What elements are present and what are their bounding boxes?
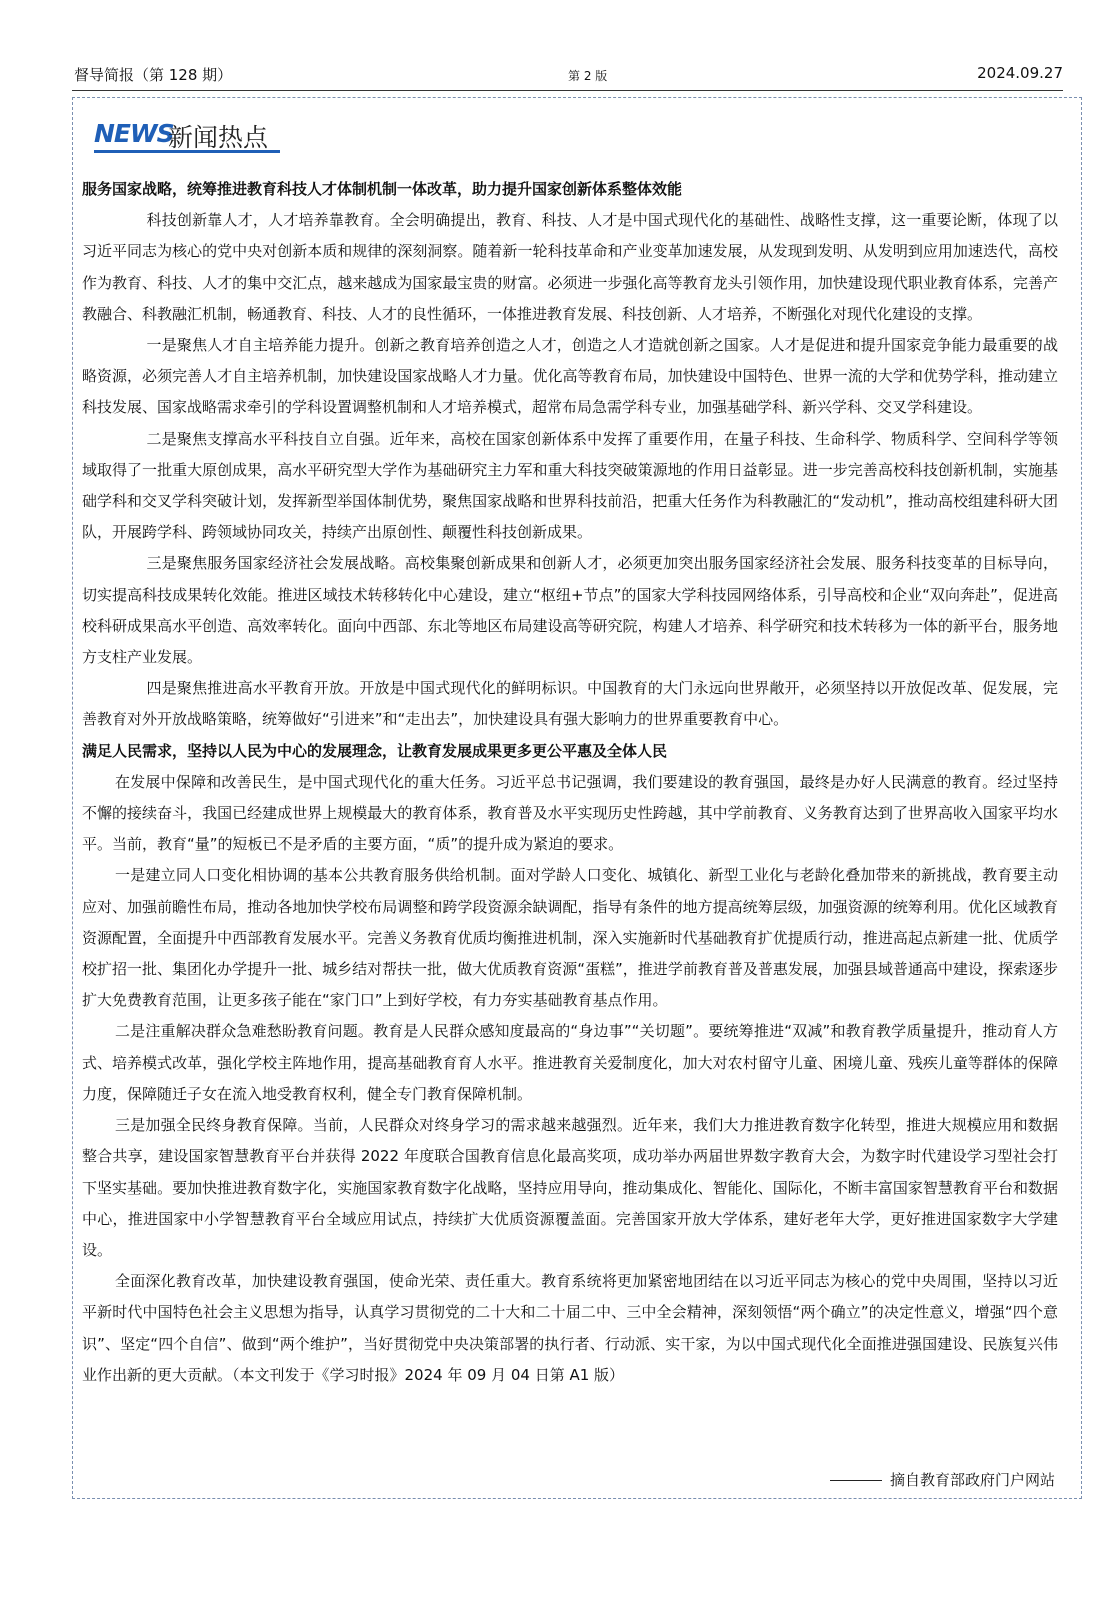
source-text: 摘自教育部政府门户网站 <box>889 1471 1055 1489</box>
section-heading: 满足人民需求，坚持以人民为中心的发展理念，让教育发展成果更多更公平惠及全体人民 <box>82 741 668 760</box>
section-title: 新闻热点 <box>168 123 269 152</box>
paragraph: 三是聚焦服务国家经济社会发展战略。高校集聚创新成果和创新人才，必须更加突出服务国家经济社会发展、服务科技变革的目标导向，切实提高科技成果转化效能。推进区域技术转移转化中心建设，建立“枢纽+节点”的国家大学科技园网络体系，引导高校和企业“双向奔赴”，促进高校科研成果高水平创造、高效率转化。面向中西部、东北等地区布局建设高等研究院，构建人才培养、科学研究和技术转移为一体的新平台，服务地方支柱产业发展。 <box>82 554 1058 667</box>
news-logo: NEWS <box>94 119 174 148</box>
bulletin-issue: 督导简报（第 128 期） <box>74 66 233 84</box>
paragraph: 二是聚焦支撑高水平科技自立自强。近年来，高校在国家创新体系中发挥了重要作用，在量子科技、生命科学、物质科学、空间科学等领域取得了一批重大原创成果，高水平研究型大学作为基础研究主力军和重大科技突破策源地的作用日益彰显。进一步完善高校科技创新机制，实施基础学科和交叉学科突破计划，发挥新型举国体制优势，聚焦国家战略和世界科技前沿，把重大任务作为科教融汇的“发动机”，推动高校组建科研大团队，开展跨学科、跨领域协同攻关，持续产出原创性、颠覆性科技创新成果。 <box>82 429 1058 542</box>
paragraph: 在发展中保障和改善民生，是中国式现代化的重大任务。习近平总书记强调，我们要建设的教育强国，最终是办好人民满意的教育。经过坚持不懈的接续奋斗，我国已经建成世界上规模最大的教育体系，教育普及水平实现历史性跨越，其中学前教育、义务教育达到了世界高收入国家平均水平。当前，教育“量”的短板已不是矛盾的主要方面，“质”的提升成为紧迫的要求。 <box>82 772 1058 854</box>
paragraph: 一是建立同人口变化相协调的基本公共教育服务供给机制。面对学龄人口变化、城镇化、新型工业化与老龄化叠加带来的新挑战，教育要主动应对、加强前瞻性布局，推动各地加快学校布局调整和跨学段资源余缺调配，指导有条件的地方提高统筹层级，加强资源的统筹利用。优化区域教育资源配置，全面提升中西部教育发展水平。完善义务教育优质均衡推进机制，深入实施新时代基础教育扩优提质行动，推进高起点新建一批、优质学校扩招一批、集团化办学提升一批、城乡结对帮扶一批，做大优质教育资源“蛋糕”，推进学前教育普及普惠发展，加强县域普通高中建设，探索逐步扩大免费教育范围，让更多孩子能在“家门口”上到好学校，有力夯实基础教育基点作用。 <box>82 866 1058 1010</box>
page-header <box>74 64 1063 88</box>
paragraph: 四是聚焦推进高水平教育开放。开放是中国式现代化的鲜明标识。中国教育的大门永远向世界敞开，必须坚持以开放促改革、促发展，完善教育对外开放战略策略，统筹做好“引进来”和“走出去”，加快建设具有强大影响力的世界重要教育中心。 <box>82 679 1058 729</box>
source-attribution <box>830 1469 1055 1490</box>
paragraph: 三是加强全民终身教育保障。当前，人民群众对终身学习的需求越来越强烈。近年来，我们大力推进教育数字化转型，推进大规模应用和数据整合共享，建设国家智慧教育平台并获得 2022 年度联合国教育信息化最高奖项，成功举办两届世界数字教育大会，为数字时代建设学习型社会打下坚实基础。要加快推进教育数字化，实施国家教育数字化战略，坚持应用导向，推动集成化、智能化、国际化，不断丰富国家智慧教育平台和数据中心，推进国家中小学智慧教育平台全域应用试点，持续扩大优质资源覆盖面。完善国家开放大学体系，建好老年大学，更好推进国家数字大学建设。 <box>82 1116 1058 1259</box>
paragraph: 全面深化教育改革，加快建设教育强国，使命光荣、责任重大。教育系统将更加紧密地团结在以习近平同志为核心的党中央周围，坚持以习近平新时代中国特色社会主义思想为指导，认真学习贯彻党的二十大和二十届二中、三中全会精神，深刻领悟“两个确立”的决定性意义，增强“四个意识”、坚定“四个自信”、做到“两个维护”，当好贯彻党中央决策部署的执行者、行动派、实干家，为以中国式现代化全面推进强国建设、民族复兴伟业作出新的更大贡献。（本文刊发于《学习时报》2024 年 09 月 04 日第 A1 版） <box>82 1272 1058 1384</box>
paragraph: 科技创新靠人才，人才培养靠教育。全会明确提出，教育、科技、人才是中国式现代化的基础性、战略性支撑，这一重要论断，体现了以习近平同志为核心的党中央对创新本质和规律的深刻洞察。随着新一轮科技革命和产业变革加速发展，从发现到发明、从发明到应用加速迭代，高校作为教育、科技、人才的集中交汇点，越来越成为国家最宝贵的财富。必须进一步强化高等教育龙头引领作用，加快建设现代职业教育体系，完善产教融合、科教融汇机制，畅通教育、科技、人才的良性循环，一体推进教育发展、科技创新、人才培养，不断强化对现代化建设的支撑。 <box>82 211 1058 323</box>
dash-rule <box>830 1480 882 1481</box>
section-heading: 服务国家战略，统筹推进教育科技人才体制机制一体改革，助力提升国家创新体系整体效能 <box>82 180 683 198</box>
banner-underline <box>94 150 280 153</box>
paragraph: 二是注重解决群众急难愁盼教育问题。教育是人民群众感知度最高的“身边事”“关切题”。要统筹推进“双减”和教育教学质量提升，推动育人方式、培养模式改革，强化学校主阵地作用，提高基础教育育人水平。推进教育关爱制度化，加大对农村留守儿童、困境儿童、残疾儿童等群体的保障力度，保障随迁子女在流入地受教育权利，健全专门教育保障机制。 <box>82 1022 1058 1103</box>
issue-date: 2024.09.27 <box>977 64 1063 82</box>
article-body <box>82 174 1058 1391</box>
header-rule <box>72 90 1063 91</box>
page-number: 第 2 版 <box>568 69 608 83</box>
paragraph: 一是聚焦人才自主培养能力提升。创新之教育培养创造之人才，创造之人才造就创新之国家。人才是促进和提升国家竞争能力最重要的战略资源，必须完善人才自主培养机制，加快建设国家战略人才力量。优化高等教育布局，加快建设中国特色、世界一流的大学和优势学科，推动建立科技发展、国家战略需求牵引的学科设置调整机制和人才培养模式，超常布局急需学科专业，加强基础学科、新兴学科、交叉学科建设。 <box>82 336 1058 417</box>
